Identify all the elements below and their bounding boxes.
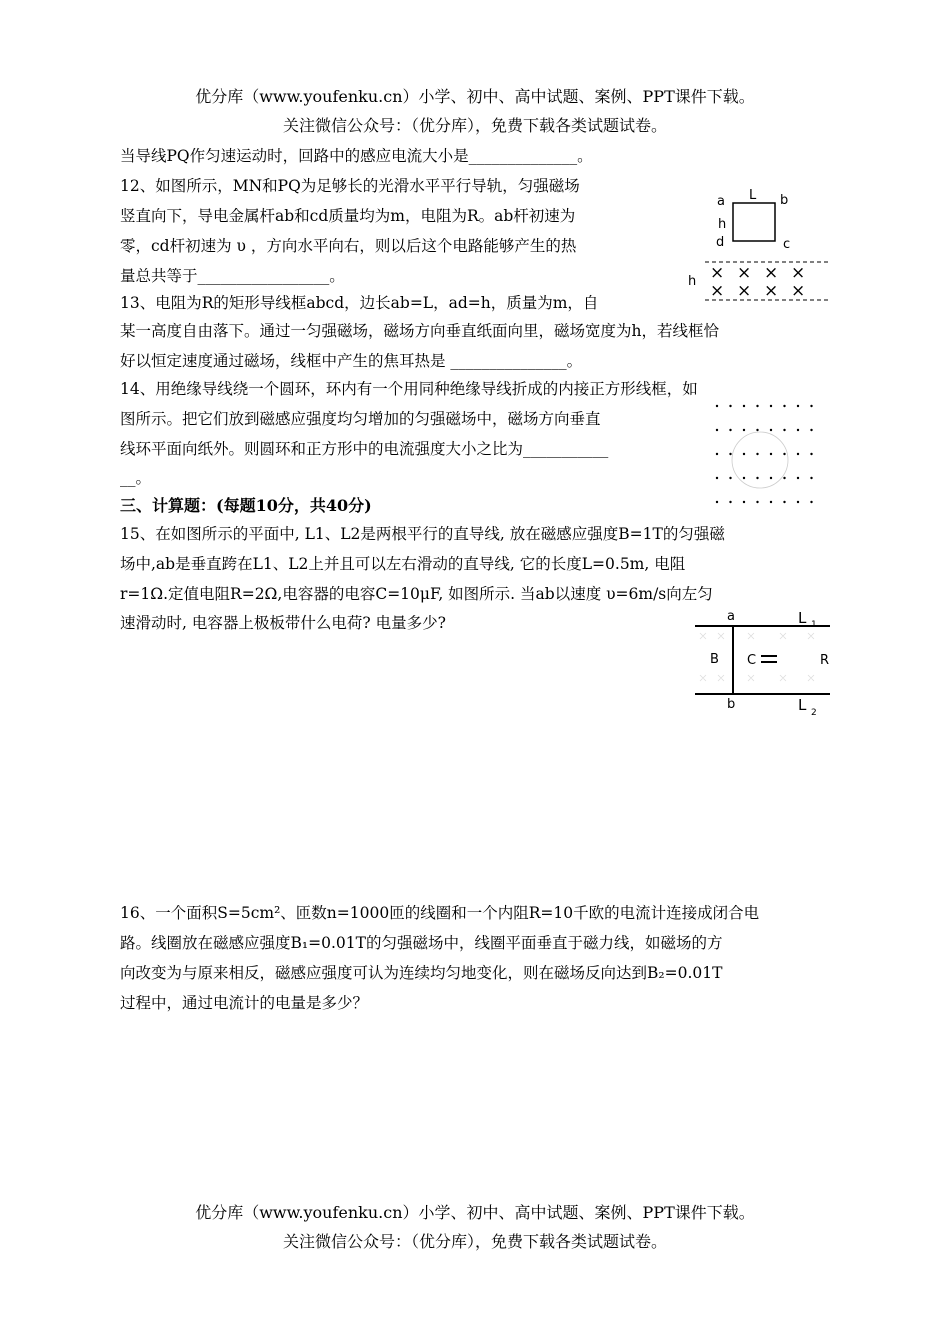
- field-dot: [770, 453, 772, 455]
- figure-rails-circuit: [690, 605, 840, 720]
- field-dot: [797, 429, 799, 431]
- text-line: 过程中，通过电流计的电量是多少？: [120, 994, 369, 1012]
- field-dot: [770, 501, 772, 503]
- ring-outline: [732, 432, 788, 488]
- text-line: 速滑动时, 电容器上极板带什么电荷? 电量多少?: [120, 614, 446, 632]
- label-d: d: [716, 235, 725, 250]
- field-dot: [797, 405, 799, 407]
- label-L: L: [749, 188, 757, 203]
- field-dot: [729, 453, 731, 455]
- field-dot: [716, 477, 718, 479]
- text-line: 路。线圈放在磁感应强度B₁=0.01T的匀强磁场中，线圈平面垂直于磁力线，如磁场的方: [120, 934, 723, 952]
- field-cross: ×: [737, 263, 752, 283]
- figure-dotted-field: [705, 398, 825, 513]
- question-15: 15、在如图所示的平面中, L1、L2是两根平行的直导线, 放在磁感应强度B=1T的匀强磁: [120, 525, 725, 543]
- label-a: a: [717, 194, 725, 209]
- label-b: b: [780, 193, 789, 208]
- text-line: __。: [120, 469, 152, 487]
- field-dot: [810, 501, 812, 503]
- field-dot: [716, 405, 718, 407]
- label-B: B: [710, 652, 719, 667]
- label-L1: L: [798, 609, 807, 627]
- label-C: C: [747, 653, 757, 668]
- field-dots: [716, 405, 813, 503]
- field-dot: [729, 405, 731, 407]
- field-cross: ×: [791, 263, 806, 283]
- field-dot: [756, 453, 758, 455]
- footer-line-1: 优分库（www.youfenku.cn）小学、初中、高中试题、案例、PPT课件下载。: [195, 1203, 755, 1222]
- field-cross: ×: [737, 281, 752, 301]
- figure-frame-field: [680, 185, 830, 310]
- field-dot: [797, 453, 799, 455]
- field-dot: [770, 477, 772, 479]
- field-cross: ×: [764, 281, 779, 301]
- field-dot: [716, 453, 718, 455]
- text-line: 当导线PQ作匀速运动时，回路中的感应电流大小是______________。: [120, 147, 593, 165]
- section-title: 三、计算题：(每题10分，共40分): [120, 496, 372, 515]
- text-line: 场中,ab是垂直跨在L1、L2上并且可以左右滑动的直导线, 它的长度L=0.5m, 电阻: [120, 555, 686, 573]
- text-line: 竖直向下，导电金属杆ab和cd质量均为m，电阻为R。ab杆初速为: [120, 207, 576, 225]
- header-line-1: 优分库（www.youfenku.cn）小学、初中、高中试题、案例、PPT课件下载。: [195, 87, 755, 106]
- field-dot: [797, 501, 799, 503]
- text-line: 线环平面向纸外。则圆环和正方形中的电流强度大小之比为___________: [120, 440, 609, 458]
- field-dot: [756, 429, 758, 431]
- footer-line-2: 关注微信公众号：（优分库），免费下载各类试题试卷。: [282, 1232, 667, 1251]
- field-dot: [797, 477, 799, 479]
- text-line: r=1Ω.定值电阻R=2Ω,电容器的电容C=10μF, 如图所示. 当ab以速度 υ=6m/s向左匀: [120, 585, 713, 603]
- text-line: 某一高度自由落下。通过一匀强磁场，磁场方向垂直纸面向里，磁场宽度为h，若线框恰: [120, 322, 719, 340]
- label-R: R: [820, 653, 830, 668]
- field-dot: [743, 501, 745, 503]
- question-14: 14、用绝缘导线绕一个圆环，环内有一个用同种绝缘导线折成的内接正方形线框，如: [120, 380, 698, 398]
- label-c: c: [783, 237, 791, 252]
- field-dot: [770, 405, 772, 407]
- field-dot: [810, 405, 812, 407]
- field-dot: [810, 477, 812, 479]
- field-dot: [716, 501, 718, 503]
- field-dot: [783, 429, 785, 431]
- field-dot: [716, 429, 718, 431]
- field-dot: [756, 501, 758, 503]
- field-dot: [756, 405, 758, 407]
- header-line-2: 关注微信公众号：（优分库），免费下载各类试题试卷。: [282, 116, 667, 135]
- field-dot: [756, 477, 758, 479]
- label-h-side: h: [718, 217, 727, 232]
- field-cross: ×: [710, 281, 725, 301]
- text-line: 图所示。把它们放到磁感应强度均匀增加的匀强磁场中，磁场方向垂直: [120, 410, 601, 428]
- field-dot: [810, 429, 812, 431]
- field-dot: [810, 453, 812, 455]
- field-crosses: [710, 263, 805, 301]
- field-dot: [743, 405, 745, 407]
- field-cross: ×: [764, 263, 779, 283]
- field-dot: [783, 501, 785, 503]
- text-line: 向改变为与原来相反，磁感应强度可认为连续均匀地变化，则在磁场反向达到B₂=0.01T: [120, 964, 723, 982]
- field-dot: [770, 429, 772, 431]
- field-cross: ×: [791, 281, 806, 301]
- field-dot: [783, 453, 785, 455]
- text-line: 零，cd杆初速为 υ ，方向水平向右，则以后这个电路能够产生的热: [120, 237, 577, 255]
- field-dot: [783, 405, 785, 407]
- label-L2: L: [798, 696, 807, 714]
- question-12: 12、如图所示，MN和PQ为足够长的光滑水平平行导轨，匀强磁场: [120, 177, 580, 195]
- field-dot: [729, 477, 731, 479]
- label-b: b: [727, 697, 736, 712]
- wire-frame: [733, 203, 775, 241]
- label-a: a: [727, 609, 735, 624]
- field-dot: [743, 477, 745, 479]
- field-dot: [743, 429, 745, 431]
- label-L2-sub: 2: [811, 708, 817, 718]
- field-cross: ×: [710, 263, 725, 283]
- label-h-field: h: [688, 274, 697, 289]
- field-dot: [743, 453, 745, 455]
- field-dot: [729, 501, 731, 503]
- text-line: 量总共等于_________________。: [120, 267, 345, 285]
- question-13: 13、电阻为R的矩形导线框abcd，边长ab=L，ad=h，质量为m，自: [120, 294, 599, 312]
- field-dot: [783, 477, 785, 479]
- field-dot: [729, 429, 731, 431]
- label-L1-sub: 1: [811, 620, 817, 630]
- question-16: 16、一个面积S=5cm²、匝数n=1000匝的线圈和一个内阻R=10千欧的电流计连接成闭合电: [120, 904, 760, 922]
- text-line: 好以恒定速度通过磁场，线框中产生的焦耳热是 _______________。: [120, 352, 583, 370]
